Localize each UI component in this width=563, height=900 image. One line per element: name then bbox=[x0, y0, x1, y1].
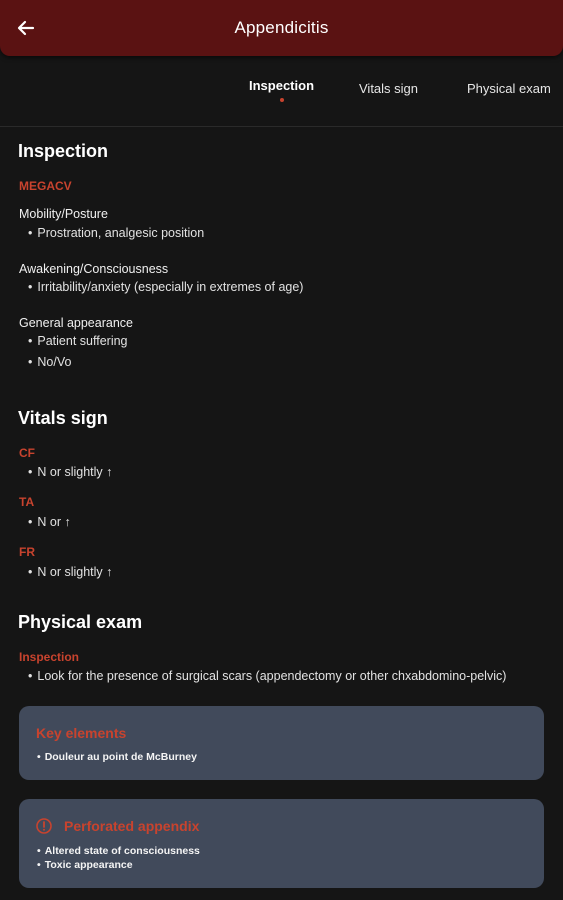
tab-label: Physical exam bbox=[467, 81, 551, 96]
vital-label-fr: FR bbox=[19, 545, 35, 559]
list-item: • N or slightly ↑ bbox=[28, 465, 112, 479]
list-item: • No/Vo bbox=[28, 355, 71, 369]
back-button[interactable] bbox=[12, 14, 40, 42]
list-item: • Patient suffering bbox=[28, 334, 128, 348]
card-list-item: • Toxic appearance bbox=[37, 859, 133, 871]
tab-inspection[interactable] bbox=[249, 78, 314, 93]
item-title: Mobility/Posture bbox=[19, 207, 108, 221]
tab-physical-exam[interactable] bbox=[467, 81, 551, 96]
alert-circle-icon bbox=[36, 818, 52, 834]
card-list-item: • Altered state of consciousness bbox=[37, 845, 200, 857]
section-title-vitals: Vitals sign bbox=[18, 408, 108, 428]
list-item: • N or slightly ↑ bbox=[28, 565, 112, 579]
app-bar bbox=[0, 0, 563, 56]
list-item: • Prostration, analgesic position bbox=[28, 226, 204, 240]
page-title: Appendicitis bbox=[234, 18, 329, 37]
vital-label-ta: TA bbox=[19, 495, 35, 509]
tab-bar bbox=[0, 56, 563, 127]
perforated-appendix-card bbox=[19, 799, 544, 888]
section-title-physical-exam: Physical exam bbox=[18, 612, 143, 632]
section-subtitle: Inspection bbox=[19, 650, 80, 664]
tab-label: Inspection bbox=[249, 78, 315, 93]
tab-label: Vitals sign bbox=[359, 81, 419, 96]
section-subtitle: MEGACV bbox=[19, 179, 72, 193]
vital-label-cf: CF bbox=[19, 446, 35, 460]
card-title: Perforated appendix bbox=[64, 818, 200, 834]
active-tab-indicator bbox=[280, 98, 284, 102]
card-title: Key elements bbox=[36, 725, 127, 741]
section-title-inspection: Inspection bbox=[18, 141, 109, 161]
list-item: • N or ↑ bbox=[28, 515, 71, 529]
list-item: • Look for the presence of surgical scars (appendectomy or other chxabdomino-pelvic) bbox=[28, 669, 506, 683]
arrow-left-icon bbox=[16, 18, 36, 38]
list-item: • Irritability/anxiety (especially in extremes of age) bbox=[28, 280, 303, 294]
item-title: Awakening/Consciousness bbox=[19, 262, 169, 276]
tab-vitals-sign[interactable] bbox=[359, 81, 418, 96]
card-list-item: • Douleur au point de McBurney bbox=[37, 751, 197, 763]
item-title: General appearance bbox=[19, 316, 133, 330]
key-elements-card bbox=[19, 706, 544, 780]
